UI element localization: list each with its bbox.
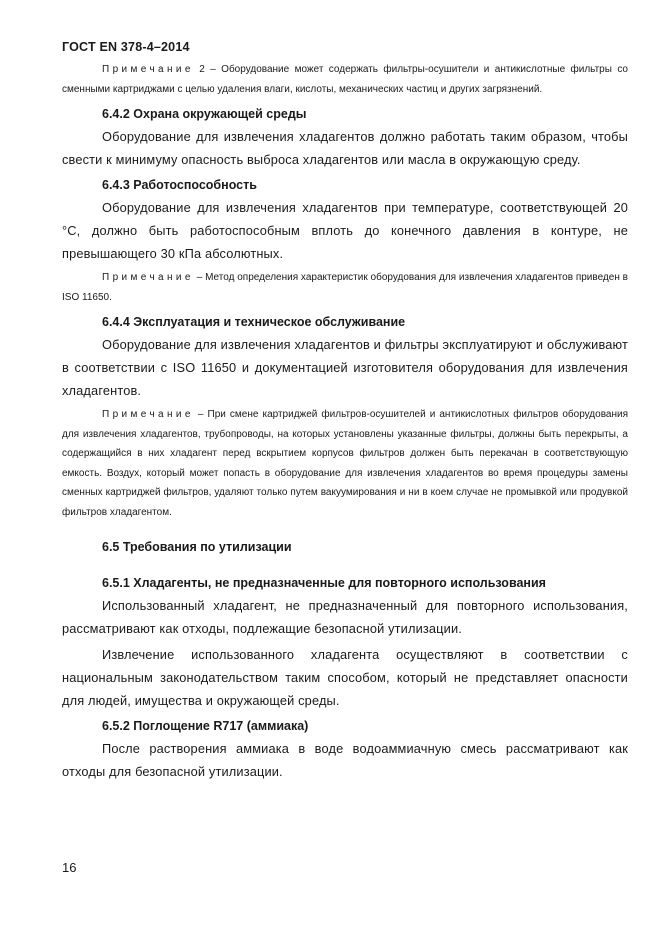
heading-6-5: 6.5 Требования по утилизации (102, 540, 292, 554)
heading-6-4-4: 6.4.4 Эксплуатация и техническое обслуживание (102, 315, 406, 329)
paragraph-6-4-4: Оборудование для извлечения хладагентов и фильтры эксплуатируют и обслуживают в соответствии с ISO 11650 и документацией изготовителя оборудования для извлечения хладагентов. (62, 337, 628, 398)
paragraph-6-5-2: После растворения аммиака в воде водоаммиачную смесь рассматривают как отходы для безопасной утилизации. (62, 741, 628, 779)
document-code-header: ГОСТ EN 378-4–2014 (62, 40, 190, 54)
note-text: – Метод определения характеристик оборудования для извлечения хладагентов приведен в ISO 11650. (62, 272, 628, 303)
paragraph-6-5-1-a: Использованный хладагент, не предназначенный для повторного использования, рассматривают как отходы, подлежащие безопасной утилизации. (62, 598, 628, 636)
page-body (62, 60, 628, 786)
note-text: – При смене картриджей фильтров-осушителей и антикислотных фильтров оборудования для извлечения хладагентов, трубопроводы, на которых установлены указанные фильтры, должны быть перекрыты, а содержащийся в них хладагент перед вскрытием корпусов фильтров должен быть перекачан в соответствующую емкость. Воздух, который может попасть в оборудование для извлечения хладагентов во время процедуры замены сменных картриджей фильтров, удаляют только путем вакуумирования и ни в коем случае не промывкой или продувкой фильтров хладагентом. (62, 409, 628, 518)
note-label: Примечание (102, 272, 194, 283)
heading-6-5-2: 6.5.2 Поглощение R717 (аммиака) (102, 719, 309, 733)
note-label: Примечание (102, 409, 194, 420)
note-cartridge-replacement (62, 405, 628, 522)
paragraph-6-4-2: Оборудование для извлечения хладагентов должно работать таким образом, чтобы свести к минимуму опасность выброса хладагентов или масла в окружающую среду. (62, 129, 628, 167)
page-number: 16 (62, 860, 77, 875)
paragraph-6-5-1-b: Извлечение использованного хладагента осуществляют в соответствии с национальным законодательством таким способом, который не представляет опасности для людей, имущества и окружающей среды. (62, 647, 628, 708)
note-filters (62, 60, 628, 99)
note-iso-11650 (62, 268, 628, 307)
note-label: Примечание (102, 64, 194, 75)
heading-6-4-2: 6.4.2 Охрана окружающей среды (102, 107, 307, 121)
note-text: 2 – Оборудование может содержать фильтры-осушители и антикислотные фильтры со сменными картриджами с целью удаления влаги, кислоты, механических частиц и других загрязнений. (62, 64, 628, 95)
heading-6-4-3: 6.4.3 Работоспособность (102, 178, 257, 192)
heading-6-5-1: 6.5.1 Хладагенты, не предназначенные для повторного использования (102, 576, 546, 590)
paragraph-6-4-3: Оборудование для извлечения хладагентов при температуре, соответствующей 20 °С, должно быть работоспособным вплоть до конечного давления в контуре, не превышающего 30 кПа абсолютных. (62, 200, 628, 261)
